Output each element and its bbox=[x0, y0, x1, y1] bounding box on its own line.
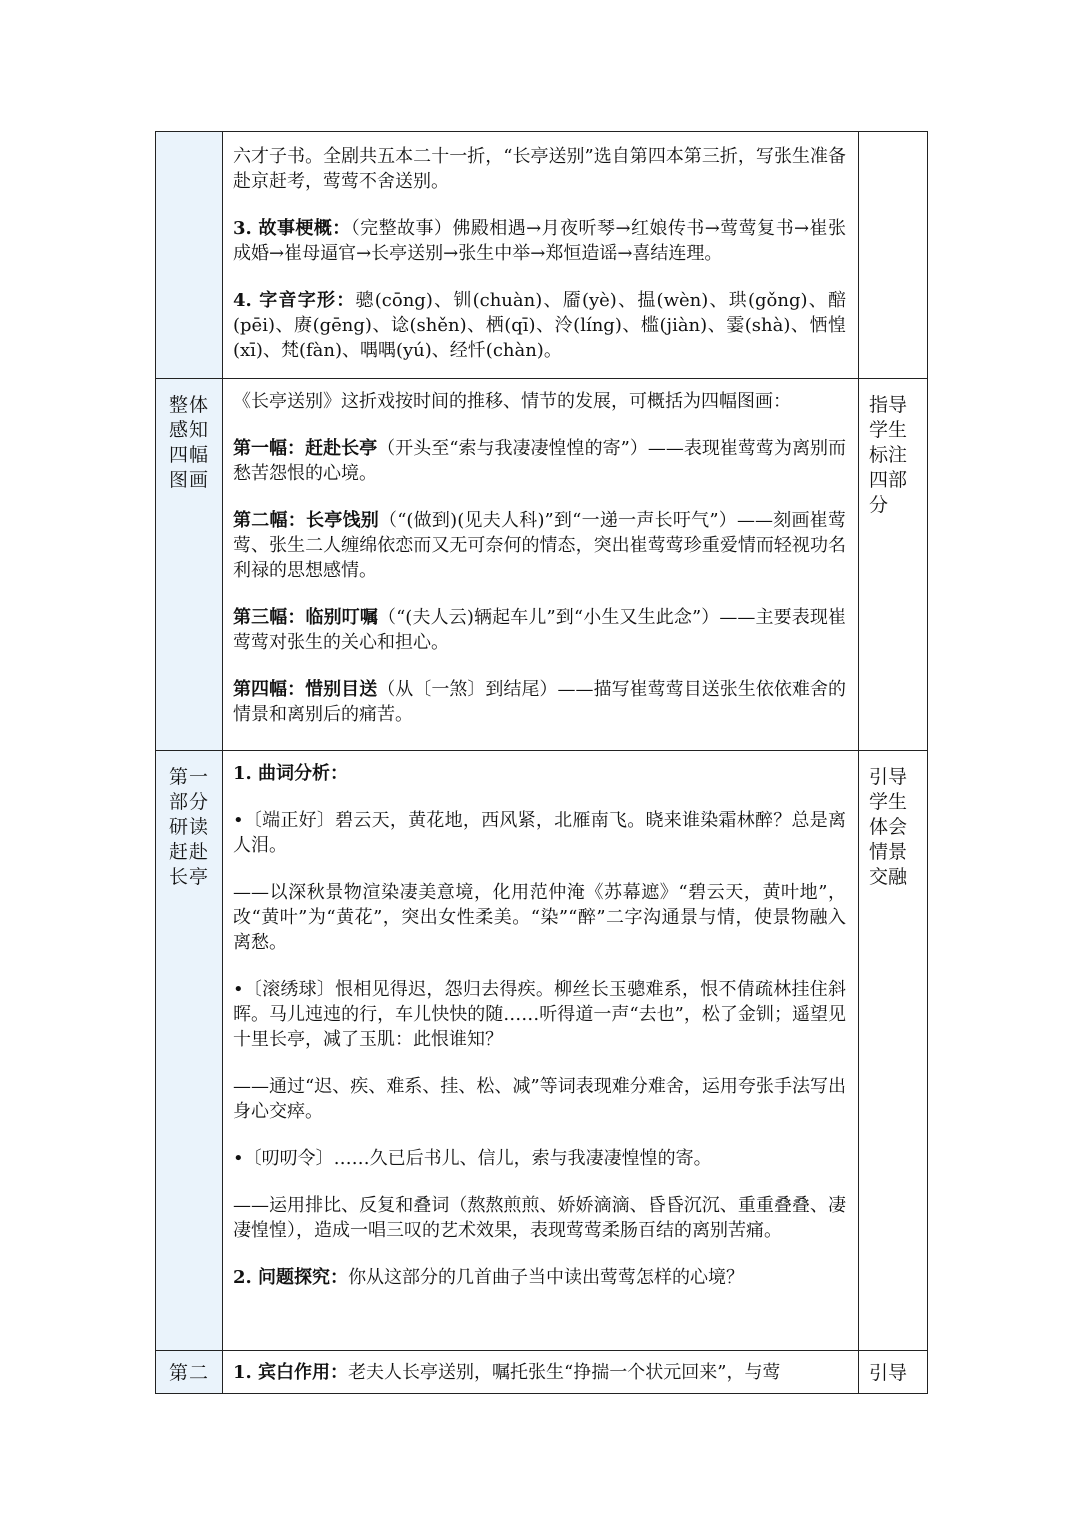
note-cell: 引导学生体会情景交融 bbox=[859, 751, 928, 1351]
note-cell: 引导 bbox=[859, 1351, 928, 1394]
content-cell bbox=[223, 379, 859, 751]
paragraph: 第二幅：长亭饯别（“(做到)(见夫人科)”到“一递一声长吁气”）——刻画崔莺莺、张生二人缠绵依恋而又无可奈何的情态，突出崔莺莺珍重爱情而轻视功名利禄的思想感情。 bbox=[233, 510, 846, 581]
content-cell bbox=[223, 132, 859, 379]
paragraph: 第一幅：赶赴长亭（开头至“索与我凄凄惶惶的寄”）——表现崔莺莺为离别而愁苦怨恨的心境。 bbox=[233, 438, 847, 484]
row-label: 第一部分研读赶赴长亭 bbox=[168, 766, 209, 888]
paragraph: •〔叨叨令〕……久已后书儿、信儿，索与我凄凄惶惶的寄。 bbox=[233, 1148, 712, 1169]
row-label-cell bbox=[156, 132, 223, 379]
note-cell: 指导学生标注四部分 bbox=[859, 379, 928, 751]
paragraph: 1. 曲词分析： bbox=[233, 763, 349, 784]
note-cell bbox=[859, 132, 928, 379]
table-row bbox=[156, 379, 928, 751]
row-label bbox=[156, 132, 222, 146]
row-label: 第二 bbox=[168, 1362, 209, 1384]
paragraph: 第四幅：惜别目送（从〔一煞〕到结尾）——描写崔莺莺目送张生依依难舍的情景和离别后的痛苦。 bbox=[233, 679, 846, 725]
lesson-plan-table bbox=[155, 131, 928, 1394]
paragraph: •〔滚绣球〕恨相见得迟，怨归去得疾。柳丝长玉骢难系，恨不倩疏林挂住斜晖。马儿迍迍的行，车儿快快的随……听得道一声“去也”，松了金钏；遥望见十里长亭，减了玉肌：此恨谁知？ bbox=[233, 979, 846, 1050]
paragraph: 3. 故事梗概：（完整故事）佛殿相遇→月夜听琴→红娘传书→莺莺复书→崔张成婚→崔母逼官→长亭送别→张生中举→郑恒造谣→喜结连理。 bbox=[233, 218, 846, 264]
paragraph: 第三幅：临别叮嘱（“(夫人云)辆起车儿”到“小生又生此念”）——主要表现崔莺莺对张生的关心和担心。 bbox=[233, 607, 847, 653]
paragraph: 《长亭送别》这折戏按时间的推移、情节的发展，可概括为四幅图画： bbox=[233, 391, 791, 412]
table-row bbox=[156, 132, 928, 379]
paragraph: •〔端正好〕碧云天，黄花地，西风紧，北雁南飞。晓来谁染霜林醉？总是离人泪。 bbox=[233, 810, 846, 856]
content-cell bbox=[223, 751, 859, 1351]
paragraph: 1. 宾白作用：老夫人长亭送别，嘱托张生“挣揣一个状元回来”，与莺 bbox=[233, 1362, 781, 1383]
row-label-cell bbox=[156, 1351, 223, 1394]
table-row bbox=[156, 1351, 928, 1394]
row-label: 整体感知四幅图画 bbox=[168, 394, 209, 491]
paragraph: 4. 字音字形：骢(cōng)、钏(chuàn)、靥(yè)、揾(wèn)、珙(gǒng)、醅(pēi)、赓(gēng)、谂(shěn)、栖(qī)、泠(líng)、槛(jiàn)、霎(shà)、恓惶(xī)、梵(fàn)、喁喁(yú)、经忏(chàn)。 bbox=[233, 290, 846, 361]
row-label-cell bbox=[156, 379, 223, 751]
paragraph: ——运用排比、反复和叠词（熬熬煎煎、娇娇滴滴、昏昏沉沉、重重叠叠、凄凄惶惶），造成一唱三叹的艺术效果，表现莺莺柔肠百结的离别苦痛。 bbox=[233, 1195, 846, 1241]
content-cell bbox=[223, 1351, 859, 1394]
paragraph: ——通过“迟、疾、难系、挂、松、减”等词表现难分难舍，运用夸张手法写出身心交瘁。 bbox=[233, 1076, 846, 1122]
paragraph: ——以深秋景物渲染凄美意境，化用范仲淹《苏幕遮》“碧云天，黄叶地”，改“黄叶”为“黄花”，突出女性柔美。“染”“醉”二字沟通景与情，使景物融入离愁。 bbox=[233, 882, 846, 953]
row-label-cell bbox=[156, 751, 223, 1351]
table-row bbox=[156, 751, 928, 1351]
paragraph: 2. 问题探究：你从这部分的几首曲子当中读出莺莺怎样的心境？ bbox=[233, 1267, 745, 1288]
paragraph: 六才子书。全剧共五本二十一折，“长亭送别”选自第四本第三折，写张生准备赴京赶考，莺莺不舍送别。 bbox=[233, 146, 846, 192]
